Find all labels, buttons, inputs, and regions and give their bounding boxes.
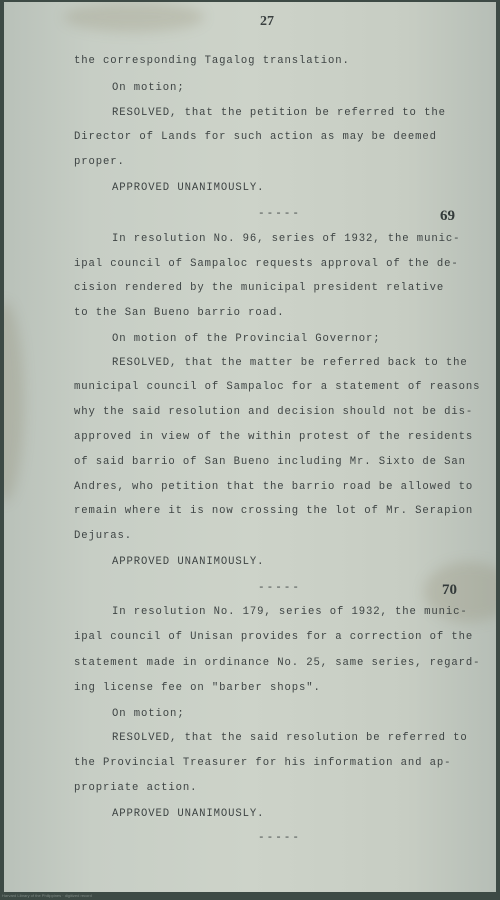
text-line: RESOLVED, that the petition be referred to the: [112, 107, 446, 119]
approval-line: APPROVED UNANIMOUSLY.: [112, 182, 265, 194]
text-line: approved in view of the within protest of the residents: [74, 431, 474, 443]
separator: -----: [258, 832, 302, 844]
text-line: the Provincial Treasurer for his information and ap-: [74, 757, 452, 769]
text-line: municipal council of Sampaloc for a statement of reasons: [74, 381, 481, 393]
approval-line: APPROVED UNANIMOUSLY.: [112, 556, 265, 568]
text-line: to the San Bueno barrio road.: [74, 307, 285, 319]
text-line: Dejuras.: [74, 530, 133, 542]
text-line: why the said resolution and decision should not be dis-: [74, 406, 474, 418]
resolution-number: 70: [442, 582, 457, 598]
text-line: propriate action.: [74, 782, 198, 794]
resolution-number: 69: [440, 208, 455, 224]
text-line: Andres, who petition that the barrio road be allowed to: [74, 481, 474, 493]
text-line: ing license fee on "barber shops".: [74, 682, 321, 694]
separator: -----: [258, 208, 302, 220]
text-line: RESOLVED, that the said resolution be referred to: [112, 732, 468, 744]
text-line: cision rendered by the municipal president relative: [74, 282, 445, 294]
text-line: ipal council of Unisan provides for a correction of the: [74, 631, 474, 643]
page-number: 27: [260, 14, 274, 29]
text-line: Director of Lands for such action as may be deemed: [74, 131, 437, 143]
document-page: [4, 2, 496, 892]
paper-stain: [4, 302, 24, 502]
text-line: In resolution No. 96, series of 1932, the munic-: [112, 233, 461, 245]
text-line: On motion;: [112, 708, 185, 720]
text-line: In resolution No. 179, series of 1932, the munic-: [112, 606, 468, 618]
text-line: of said barrio of San Bueno including Mr. Sixto de San: [74, 456, 466, 468]
separator: -----: [258, 582, 302, 594]
text-line: RESOLVED, that the matter be referred back to the: [112, 357, 468, 369]
text-line: On motion;: [112, 82, 185, 94]
text-line: On motion of the Provincial Governor;: [112, 333, 381, 345]
scan-footer: Harvard Library of the Philippines · digitized record: [2, 893, 92, 898]
approval-line: APPROVED UNANIMOUSLY.: [112, 808, 265, 820]
text-line: the corresponding Tagalog translation.: [74, 55, 350, 67]
text-line: ipal council of Sampaloc requests approval of the de-: [74, 258, 459, 270]
text-line: proper.: [74, 156, 125, 168]
text-line: statement made in ordinance No. 25, same series, regard-: [74, 657, 481, 669]
text-line: remain where it is now crossing the lot of Mr. Serapion: [74, 505, 474, 517]
paper-stain: [64, 2, 204, 32]
